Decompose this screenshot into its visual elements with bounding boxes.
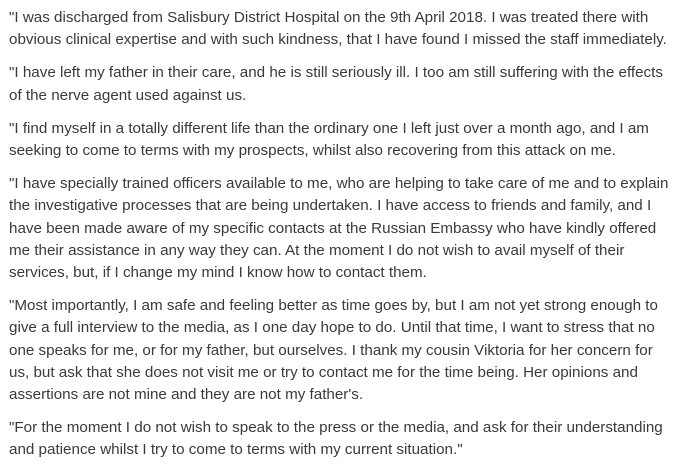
- paragraph-father: "I have left my father in their care, and he is still seriously ill. I too am still suffering with the effects of the nerve agent used against us.: [9, 64, 663, 104]
- paragraph-officers: "I have specially trained officers available to me, who are helping to take care of me and to explain the investigative processes that are being undertaken. I have access to friends and family, and I have been made aware of my specific contacts at the Russian Embassy who have kindly offered me their assistance in any way they can. At the moment I do not wish to avail myself of their services, but, if I change my mind I know how to contact them.: [9, 175, 669, 282]
- paragraph-discharge: "I was discharged from Salisbury District Hospital on the 9th April 2018. I was treated there with obvious clinical expertise and with such kindness, that I have found I missed the staff immediately.: [9, 9, 667, 49]
- paragraph-safety: "Most importantly, I am safe and feeling better as time goes by, but I am not yet strong enough to give a full interview to the media, as I one day hope to do. Until that time, I want to stress that no one speaks for me, or for my father, but ourselves. I thank my cousin Viktoria for her concern for us, but ask that she does not visit me or try to contact me for the time being. Her opinions and assertions are not mine and they are not my father's.: [9, 297, 658, 404]
- paragraph-media: "For the moment I do not wish to speak to the press or the media, and ask for their understanding and patience whilst I try to come to terms with my current situation.": [9, 419, 663, 459]
- statement-text: [9, 7, 674, 473]
- paragraph-new-life: "I find myself in a totally different life than the ordinary one I left just over a month ago, and I am seeking to come to terms with my prospects, whilst also recovering from this attack on me.: [9, 119, 649, 160]
